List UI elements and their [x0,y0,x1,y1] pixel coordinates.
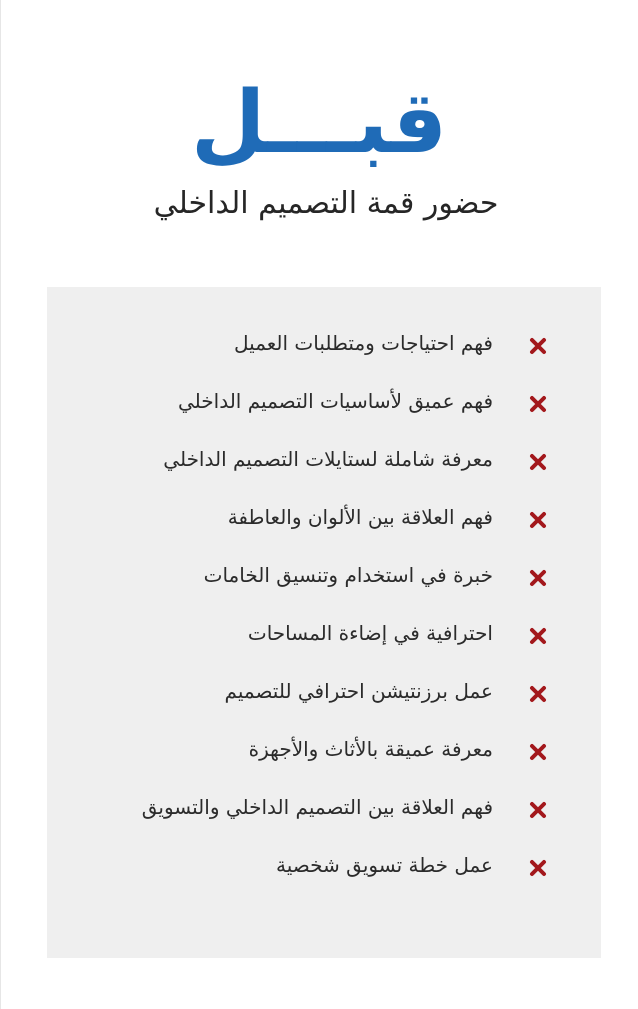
list-item [47,501,601,559]
list-item [47,791,601,849]
list-item-text: فهم العلاقة بين التصميم الداخلي والتسويق [141,795,493,819]
list-item-text: معرفة شاملة لستايلات التصميم الداخلي [163,447,493,471]
list-item [47,675,601,733]
list-item-text: معرفة عميقة بالأثاث والأجهزة [248,737,493,761]
list-item [47,617,601,675]
x-mark-icon [529,801,547,819]
list-item-text: احترافية في إضاءة المساحات [247,621,493,645]
list-item-text: عمل خطة تسويق شخصية [276,853,493,877]
x-mark-icon [529,627,547,645]
list-item [47,559,601,617]
list-item-text: فهم عميق لأساسيات التصميم الداخلي [178,389,493,413]
x-mark-icon [529,395,547,413]
list-item-text: عمل برزنتيشن احترافي للتصميم [224,679,493,703]
page-subtitle: حضور قمة التصميم الداخلي [153,186,499,221]
x-mark-icon [529,859,547,877]
x-mark-icon [529,337,547,355]
list-item [47,327,601,385]
x-mark-icon [529,685,547,703]
list-item [47,385,601,443]
checklist [47,327,601,907]
x-mark-icon [529,511,547,529]
list-item-text: فهم احتياجات ومتطلبات العميل [234,331,493,355]
list-item [47,443,601,501]
list-item-text: خبرة في استخدام وتنسيق الخامات [203,563,493,587]
x-mark-icon [529,453,547,471]
x-mark-icon [529,743,547,761]
list-item [47,849,601,907]
page-title: قبـــل [190,73,448,173]
list-item-text: فهم العلاقة بين الألوان والعاطفة [227,505,493,529]
checklist-panel [47,287,601,958]
x-mark-icon [529,569,547,587]
list-item [47,733,601,791]
